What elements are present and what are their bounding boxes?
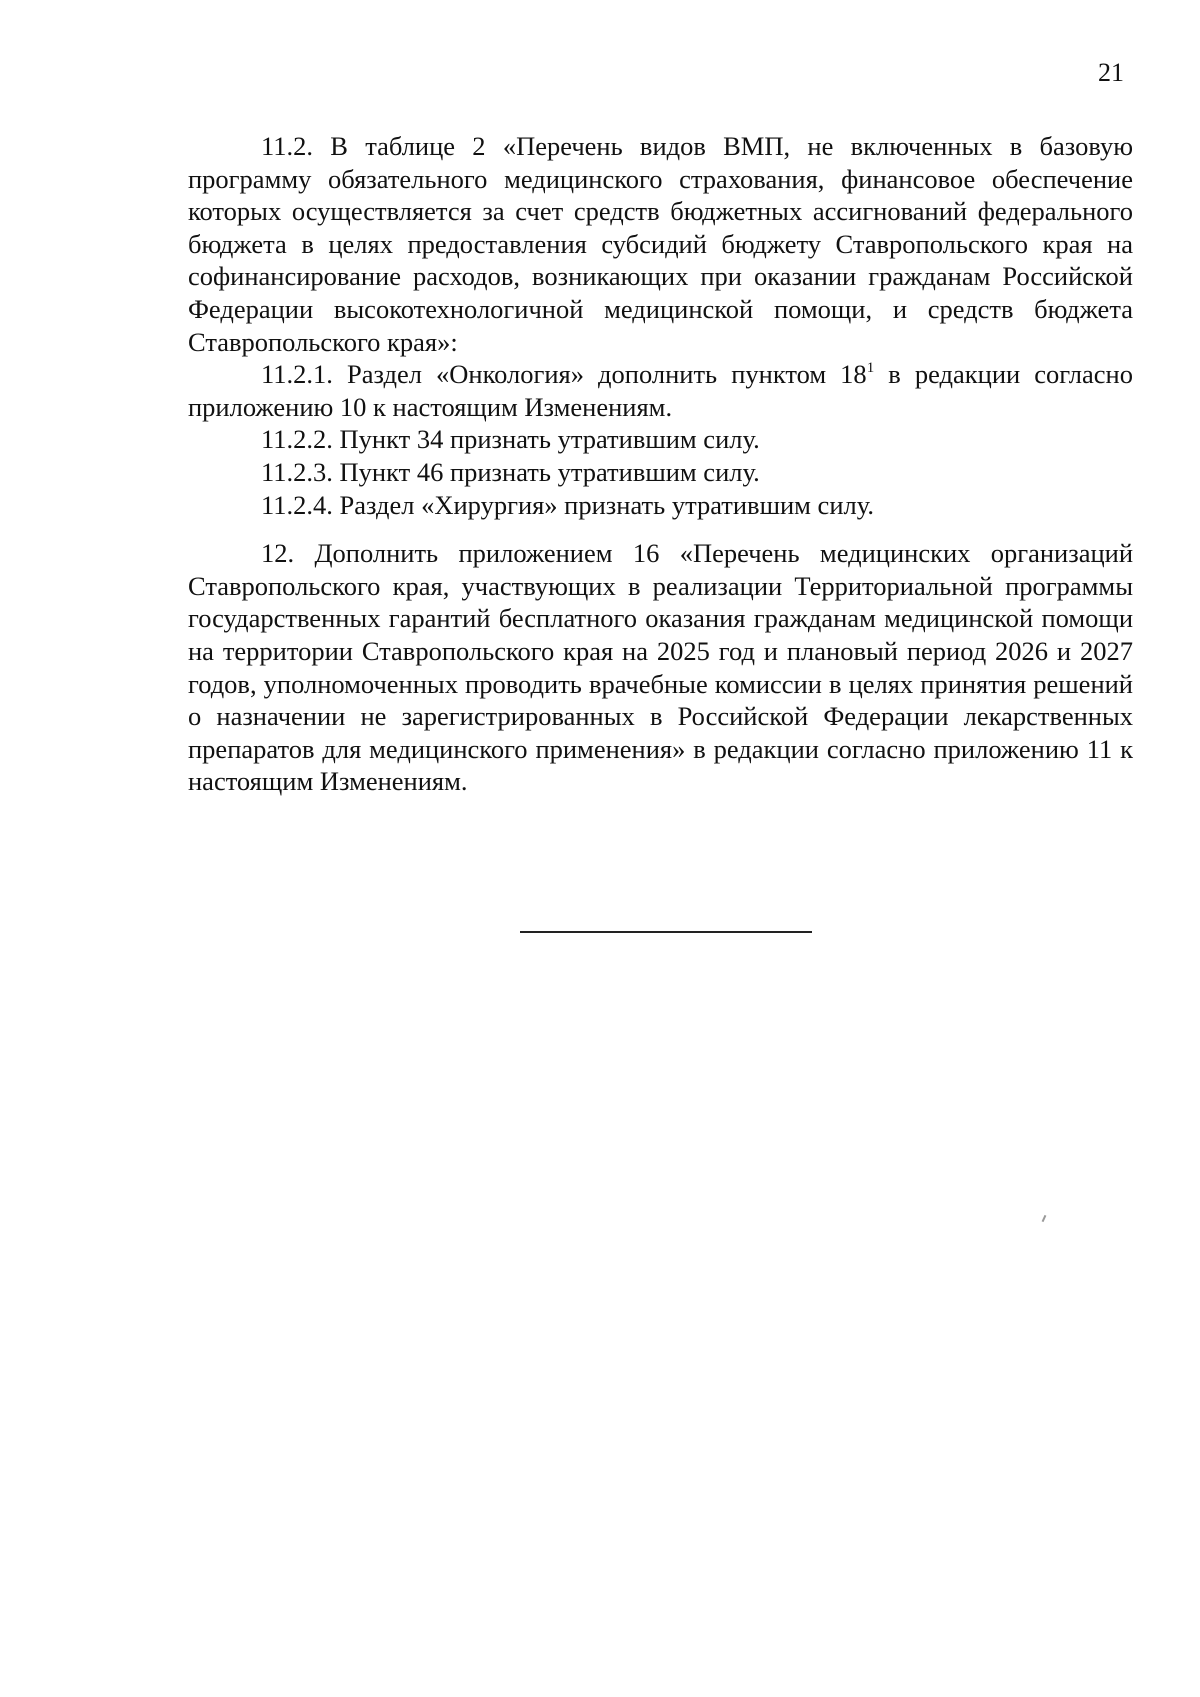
paragraph-11-2-1-text: 11.2.1. Раздел «Онкология» дополнить пунктом 18 bbox=[261, 359, 867, 390]
paragraph-11-2-1-text-continued: в редакции согласно приложению 10 к настоящим Изменениям. bbox=[188, 359, 1133, 422]
paragraph-11-2-1 bbox=[188, 358, 1133, 423]
superscript-index: 1 bbox=[866, 360, 875, 377]
end-of-document-rule bbox=[520, 931, 812, 933]
paragraph-11-2-4: 11.2.4. Раздел «Хирургия» признать утратившим силу. bbox=[261, 489, 874, 520]
document-body bbox=[188, 130, 1133, 798]
paragraph-11-2: 11.2. В таблице 2 «Перечень видов ВМП, не включенных в базовую программу обязательного медицинского страхования, финансовое обеспечение которых осуществляется за счет средств бюджетных ассигнований федерального бюджета в целях предоставления субсидий бюджету Ставропольского края на софинансирование расходов, возникающих при оказании гражданам Российской Федерации высокотехнологичной медицинской помощи, и средств бюджета Ставропольского края»: bbox=[188, 131, 1133, 357]
scan-speck bbox=[1042, 1215, 1047, 1222]
page-number: 21 bbox=[1098, 58, 1124, 87]
paragraph-11-2-3: 11.2.3. Пункт 46 признать утратившим силу. bbox=[261, 456, 760, 487]
paragraph-11-2-2: 11.2.2. Пункт 34 признать утратившим силу. bbox=[261, 424, 760, 455]
paragraph-12: 12. Дополнить приложением 16 «Перечень медицинских организаций Ставропольского края, участвующих в реализации Территориальной программы государственных гарантий бесплатного оказания гражданам медицинской помощи на территории Ставропольского края на 2025 год и плановый период 2026 и 2027 годов, уполномоченных проводить врачебные комиссии в целях принятия решений о назначении не зарегистрированных в Российской Федерации лекарственных препаратов для медицинского применения» в редакции согласно приложению 11 к настоящим Изменениям. bbox=[188, 538, 1133, 797]
